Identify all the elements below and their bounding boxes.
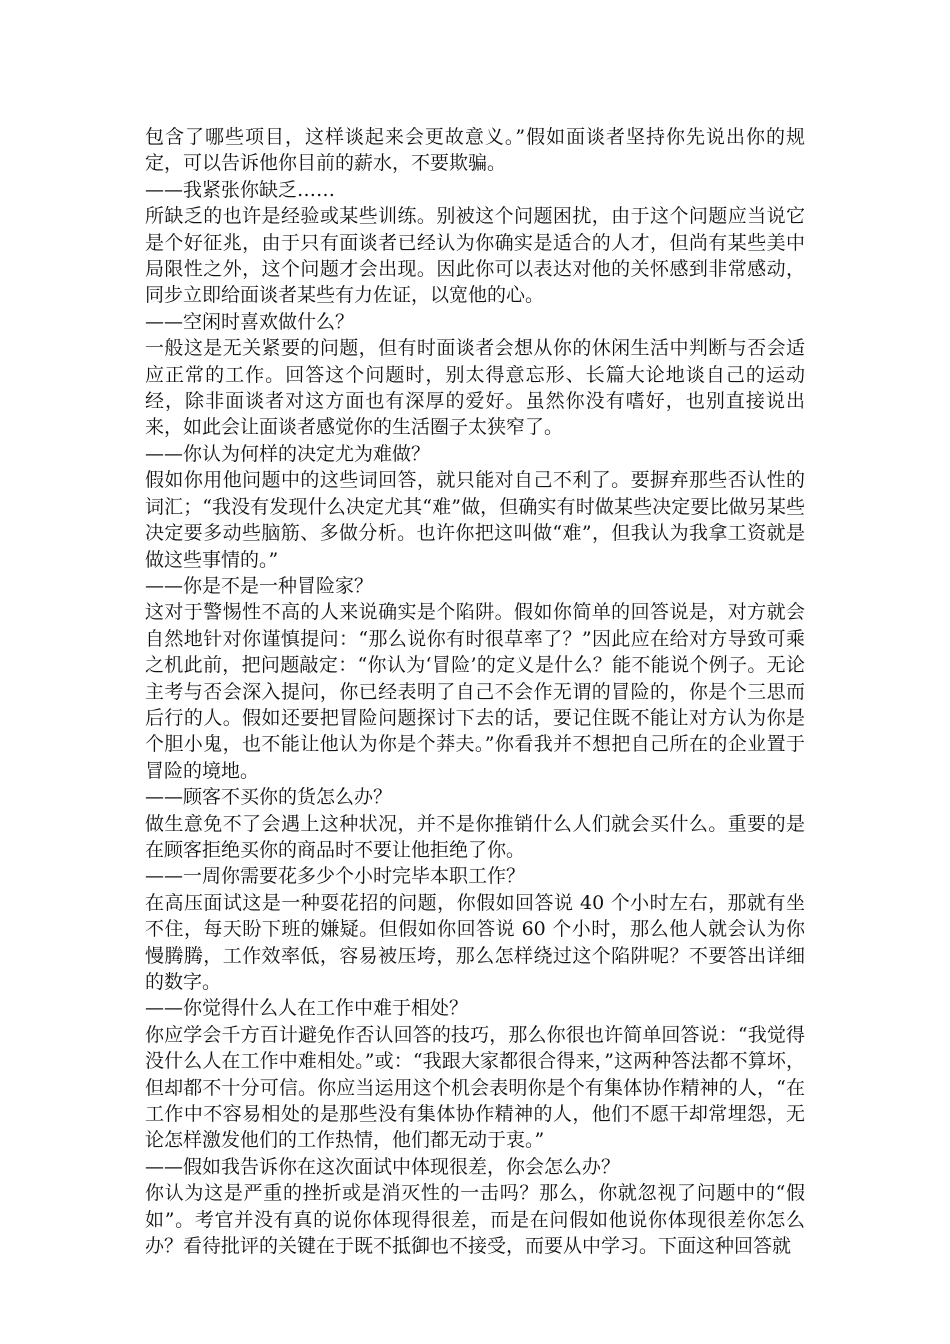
paragraph: 包含了哪些项目，这样谈起来会更故意义。”假如面谈者坚持你先说出你的规定，可以告诉他你目前的薪水，不要欺骗。: [145, 126, 805, 175]
paragraph: 假如你用他问题中的这些词回答，就只能对自己不利了。要摒弃那些否认性的词汇；“我没有发现什么决定尤其“难”做，但确实有时做某些决定要比做另某些决定要多动些脑筋、多做分析。也许你把这叫做“难”，但我认为我拿工资就是做这些事情的。”: [145, 469, 805, 571]
question-heading: ——假如我告诉你在这次面试中体现很差，你会怎么办？: [145, 1155, 621, 1178]
question-heading: ——我紧张你缺乏……: [145, 178, 336, 201]
paragraph: 所缺乏的也许是经验或某些训练。别被这个问题困扰，由于这个问题应当说它是个好征兆，由于只有面谈者已经认为你确实是适合的人才，但尚有某些美中局限性之外，这个问题才会出现。因此你可以表达对他的关怀感到非常感动，同步立即给面谈者某些有力佐证，以宽他的心。: [145, 205, 805, 307]
paragraph: 这对于警惕性不高的人来说确实是个陷阱。假如你简单的回答说是，对方就会自然地针对你谨慎提问：“那么说你有时很草率了？”因此应在给对方导致可乘之机此前，把问题敲定：“你认为‘冒险’的定义是什么？能不能说个例子。无论主考与否会深入提问，你已经表明了自己不会作无谓的冒险的，你是个三思而后行的人。假如还要把冒险问题探讨下去的话，要记住既不能让对方认为你是个胆小鬼，也不能让他认为你是个莽夫。”你看我并不想把自己所在的企业置于冒险的境地。: [145, 601, 805, 782]
question-heading: ——空闲时喜欢做什么？: [145, 310, 355, 333]
question-heading: ——你是不是一种冒险家？: [145, 574, 374, 597]
paragraph: 你应学会千方百计避免作否认回答的技巧，那么你很也许简单回答说：“我觉得没什么人在工作中难相处。”或：“我跟大家都很合得来，”这两种答法都不算坏，但却都不十分可信。你应当运用这个机会表明你是个有集体协作精神的人，“在工作中不容易相处的是那些没有集体协作精神的人，他们不愿干却常埋怨，无论怎样激发他们的工作热情，他们都无动于衷。”: [145, 1023, 805, 1152]
question-heading: ——一周你需要花多少个小时完毕本职工作？: [145, 865, 526, 888]
paragraph: 做生意免不了会遇上这种状况，并不是你推销什么人们就会买什么。重要的是在顾客拒绝买你的商品时不要让他拒绝了你。: [145, 812, 805, 861]
document-body: [145, 124, 805, 1259]
question-heading: ——顾客不买你的货怎么办？: [145, 786, 393, 809]
question-heading: ——你觉得什么人在工作中难于相处？: [145, 997, 469, 1020]
paragraph: 一般这是无关紧要的问题，但有时面谈者会想从你的休闲生活中判断与否会适应正常的工作。回答这个问题时，别太得意忘形、长篇大论地谈自己的运动经，除非面谈者对这方面也有深厚的爱好。虽然你没有嗜好，也别直接说出来，如此会让面谈者感觉你的生活圈子太狭窄了。: [145, 337, 805, 439]
paragraph: 在高压面试这是一种耍花招的问题，你假如回答说 40 个小时左右，那就有坐不住，每天盼下班的嫌疑。但假如你回答说 60 个小时，那么他人就会认为你慢腾腾，工作效率低，容易被压垮，那么怎样绕过这个陷阱呢？不要答出详细的数字。: [145, 891, 805, 993]
paragraph: 你认为这是严重的挫折或是消灭性的一击吗？那么，你就忽视了问题中的“假如”。考官并没有真的说你体现得很差，而是在问假如他说你体现很差你怎么办？看待批评的关键在于既不抵御也不接受，而要从中学习。下面这种回答就: [145, 1182, 805, 1258]
question-heading: ——你认为何样的决定尤为难做？: [145, 442, 431, 465]
